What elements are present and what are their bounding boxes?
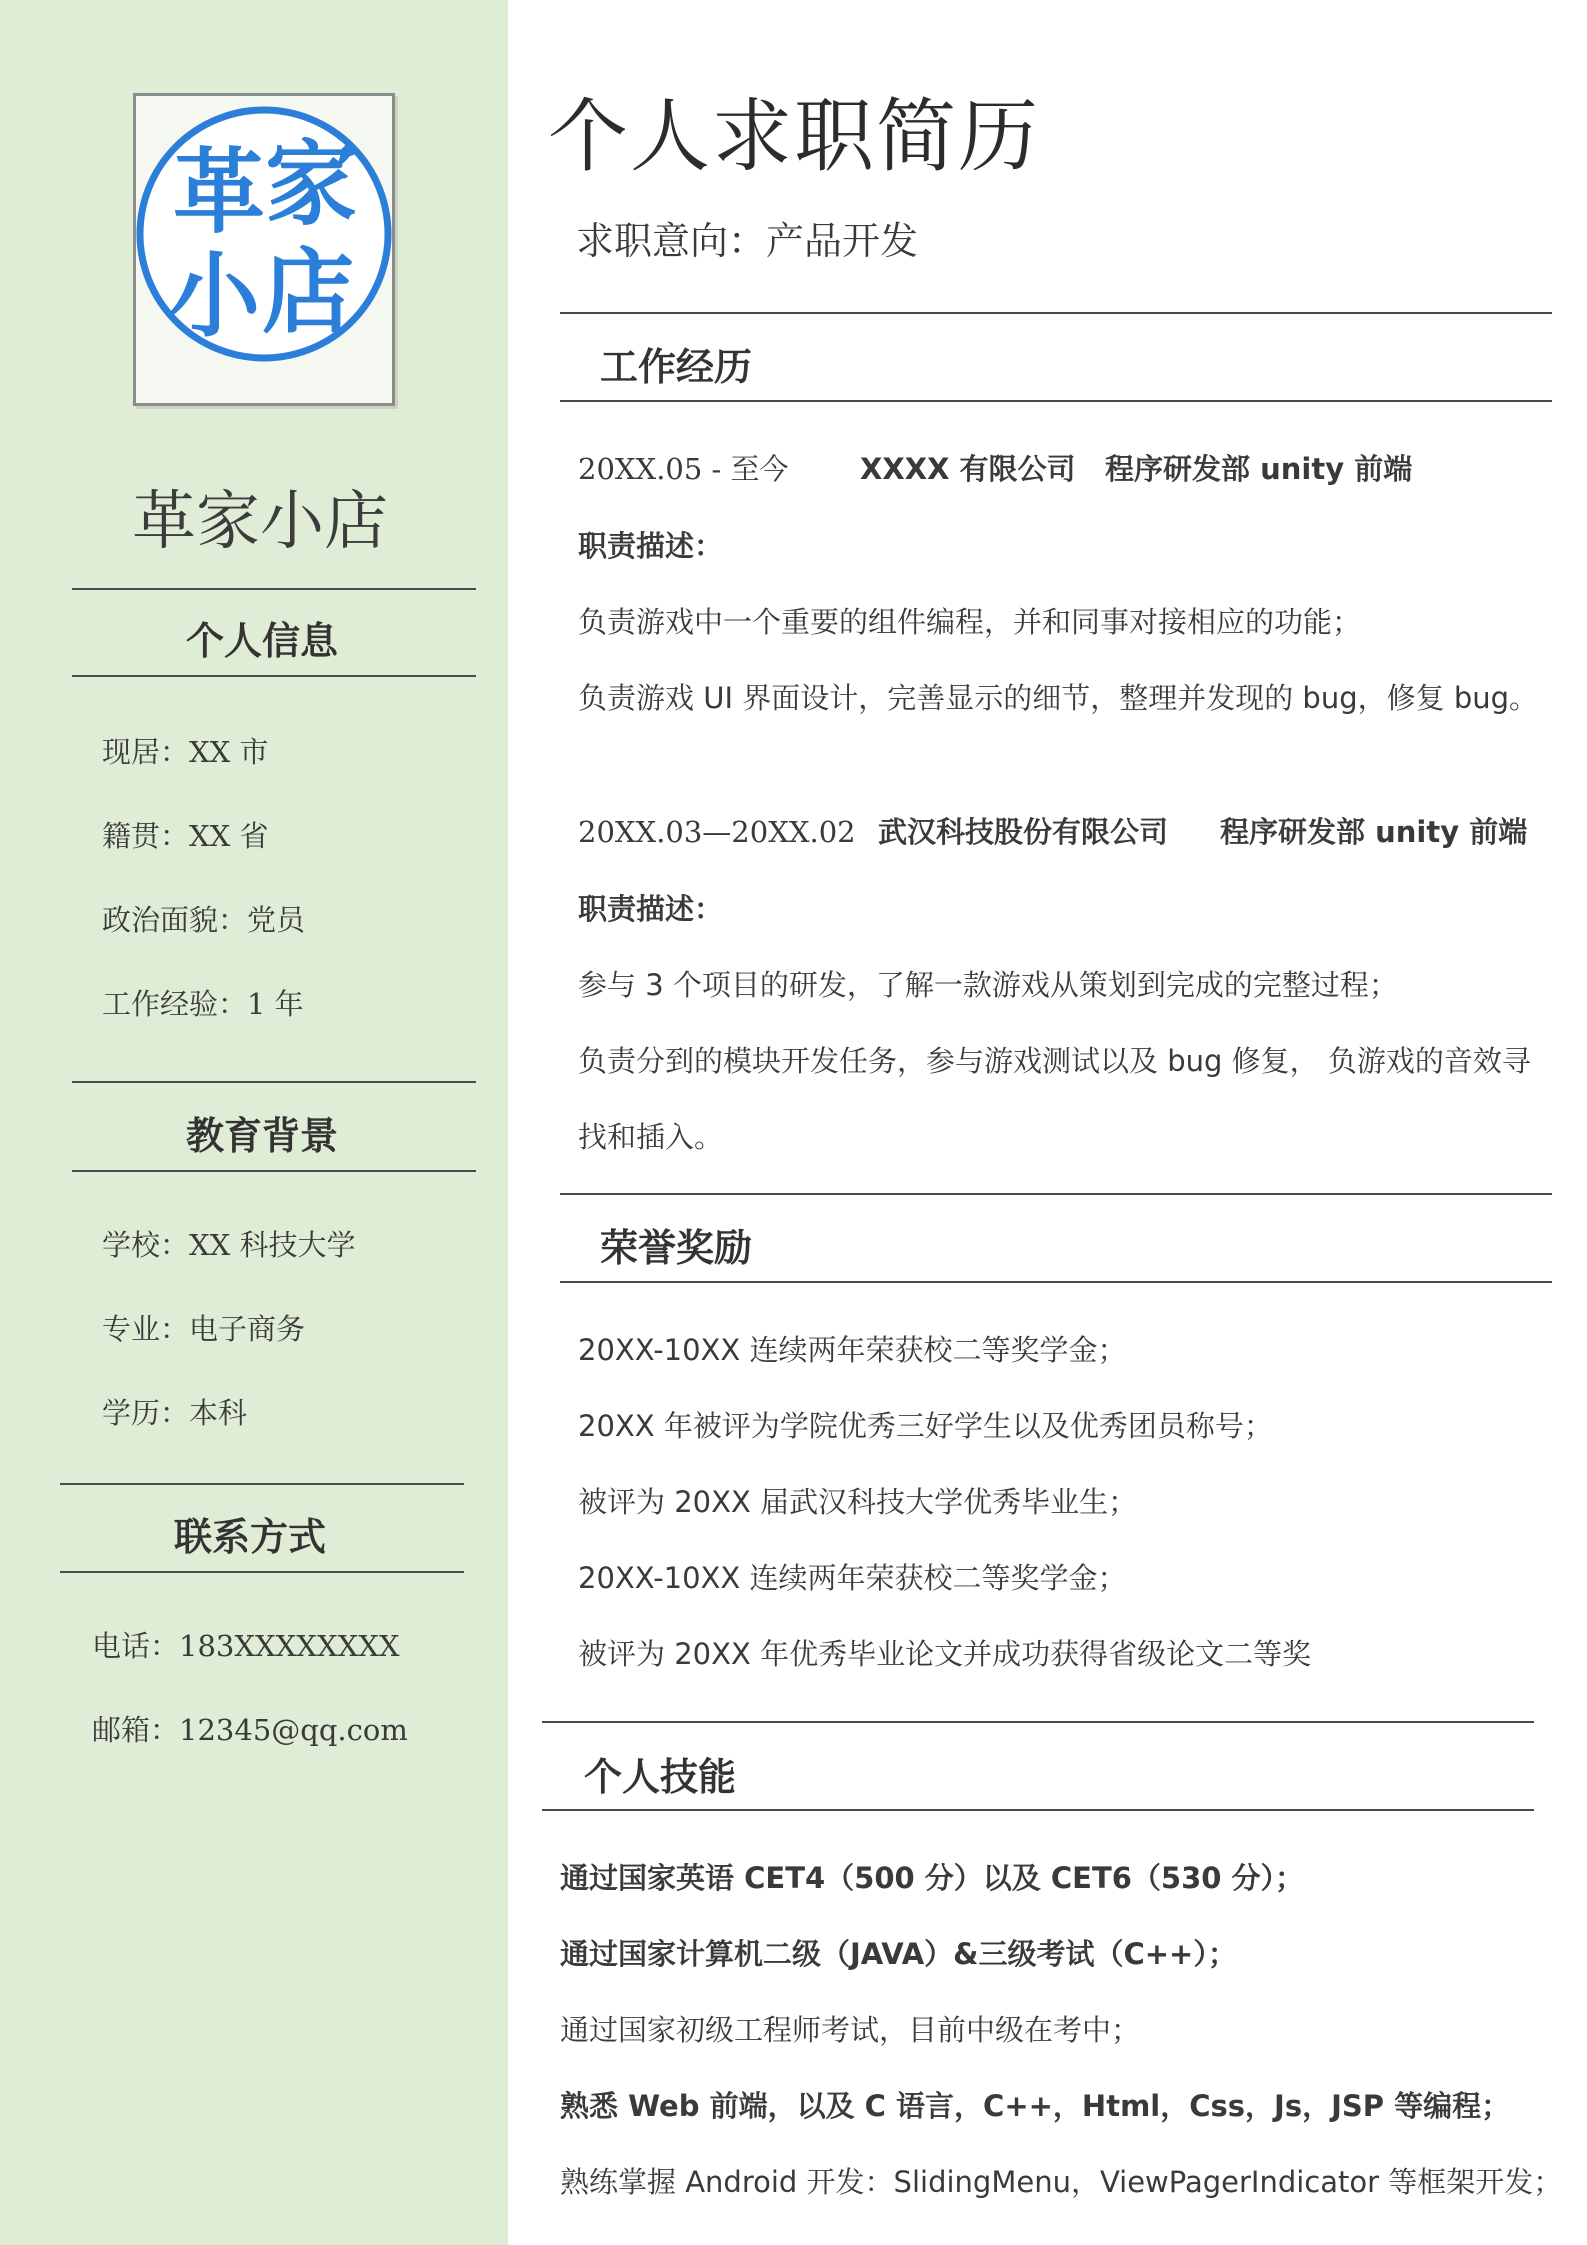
job-2-period: 20XX.03—20XX.02 bbox=[578, 815, 856, 849]
contact-phone: 电话：183XXXXXXXX bbox=[92, 1629, 400, 1663]
honor-item: 20XX-10XX 连续两年荣获校二等奖学金； bbox=[578, 1561, 1127, 1595]
info-residence: 现居：XX 市 bbox=[102, 735, 269, 769]
logo-char-4: 店 bbox=[261, 238, 355, 346]
honors-title: 荣誉奖励 bbox=[600, 1226, 753, 1270]
job-2-duty-label: 职责描述： bbox=[578, 892, 724, 926]
info-hometown: 籍贯：XX 省 bbox=[102, 819, 269, 853]
honor-item: 20XX 年被评为学院优秀三好学生以及优秀团员称号； bbox=[578, 1409, 1273, 1443]
logo-char-3: 小 bbox=[167, 242, 261, 350]
info-work-experience: 工作经验：1 年 bbox=[102, 987, 304, 1021]
divider bbox=[72, 588, 476, 590]
page-title: 个人求职简历 bbox=[548, 90, 1040, 183]
job-2-header bbox=[578, 810, 1527, 851]
divider bbox=[560, 1281, 1552, 1283]
divider bbox=[72, 1170, 476, 1172]
skills-title: 个人技能 bbox=[584, 1755, 737, 1799]
education-title: 教育背景 bbox=[185, 1114, 338, 1158]
job-2-dept: 程序研发部 unity 前端 bbox=[1220, 815, 1528, 849]
contact-title: 联系方式 bbox=[173, 1515, 326, 1559]
job-1-duty-2: 负责游戏 UI 界面设计，完善显示的细节，整理并发现的 bug，修复 bug。 bbox=[578, 681, 1539, 715]
logo-stamp bbox=[136, 96, 392, 403]
contact-email: 邮箱：12345@qq.com bbox=[92, 1713, 408, 1747]
job-2-duty-1: 参与 3 个项目的研发，了解一款游戏从策划到完成的完整过程； bbox=[578, 968, 1398, 1002]
divider bbox=[560, 1193, 1552, 1195]
divider bbox=[560, 400, 1552, 402]
skill-item: 熟练掌握 Android 开发：SlidingMenu，ViewPagerIndicator 等框架开发； bbox=[560, 2165, 1563, 2199]
job-2-duty-3: 找和插入。 bbox=[578, 1120, 724, 1154]
job-1-duty-label: 职责描述： bbox=[578, 529, 724, 563]
divider bbox=[60, 1483, 464, 1485]
divider bbox=[72, 1081, 476, 1083]
info-political-status: 政治面貌：党员 bbox=[102, 903, 306, 937]
edu-major: 专业：电子商务 bbox=[102, 1312, 306, 1346]
job-1-dept: 程序研发部 unity 前端 bbox=[1105, 452, 1413, 486]
person-name: 革家小店 bbox=[132, 485, 388, 559]
divider bbox=[542, 1809, 1534, 1811]
edu-school: 学校：XX 科技大学 bbox=[102, 1228, 356, 1262]
job-1-header bbox=[578, 447, 1412, 488]
job-1-duty-1: 负责游戏中一个重要的组件编程，并和同事对接相应的功能； bbox=[578, 605, 1362, 639]
job-intent: 求职意向：产品开发 bbox=[576, 219, 919, 263]
logo-char-2: 家 bbox=[264, 130, 358, 238]
work-title: 工作经历 bbox=[600, 345, 753, 389]
logo-char-1: 革 bbox=[172, 138, 266, 246]
personal-info-title: 个人信息 bbox=[185, 619, 338, 663]
photo-frame bbox=[133, 93, 395, 406]
divider bbox=[560, 312, 1552, 314]
honor-item: 被评为 20XX 年优秀毕业论文并成功获得省级论文二等奖 bbox=[578, 1637, 1312, 1671]
divider bbox=[542, 1721, 1534, 1723]
skill-item: 通过国家英语 CET4（500 分）以及 CET6（530 分）； bbox=[560, 1861, 1305, 1895]
edu-degree: 学历：本科 bbox=[102, 1396, 248, 1430]
job-2-company: 武汉科技股份有限公司 bbox=[878, 815, 1169, 849]
honor-item: 被评为 20XX 届武汉科技大学优秀毕业生； bbox=[578, 1485, 1138, 1519]
job-1-company: XXXX 有限公司 bbox=[860, 452, 1076, 486]
skill-item: 通过国家计算机二级（JAVA）&三级考试（C++）； bbox=[560, 1937, 1237, 1971]
job-2-duty-2: 负责分到的模块开发任务，参与游戏测试以及 bug 修复， 负游戏的音效寻 bbox=[578, 1044, 1531, 1078]
divider bbox=[72, 675, 476, 677]
divider bbox=[60, 1571, 464, 1573]
skill-item: 通过国家初级工程师考试，目前中级在考中； bbox=[560, 2013, 1141, 2047]
honor-item: 20XX-10XX 连续两年荣获校二等奖学金； bbox=[578, 1333, 1127, 1367]
skill-item: 熟悉 Web 前端，以及 C 语言，C++，Html，Css，Js，JSP 等编程； bbox=[560, 2089, 1511, 2123]
job-1-period: 20XX.05 - 至今 bbox=[578, 452, 789, 486]
